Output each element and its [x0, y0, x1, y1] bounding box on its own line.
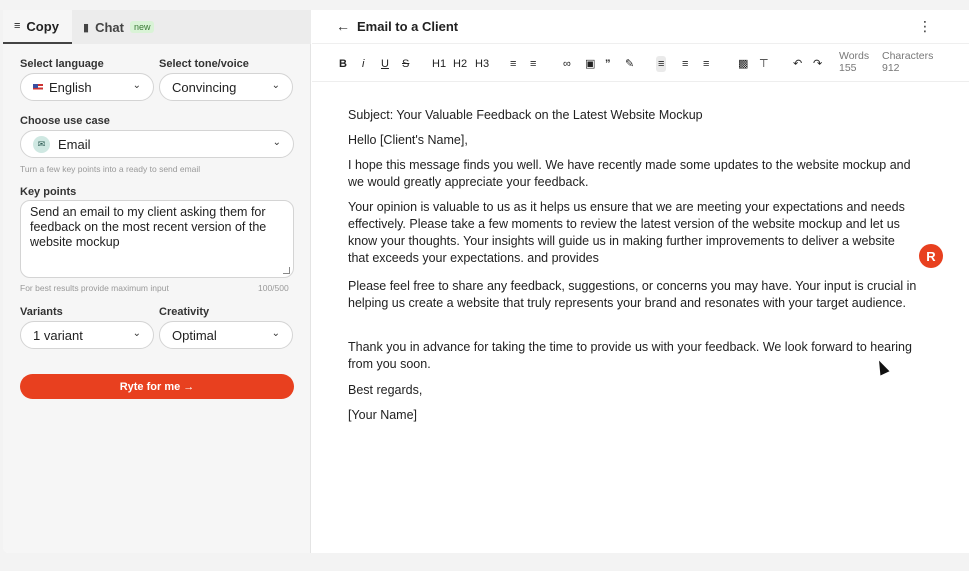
heading-3-button[interactable]: H3 [475, 58, 490, 70]
new-badge: new [130, 21, 155, 33]
back-arrow-icon[interactable]: ← [336, 18, 350, 34]
redo-icon[interactable]: ↷ [813, 58, 823, 70]
chevron-down-icon: ⌄ [132, 80, 141, 91]
key-points-hint: For best results provide maximum input [20, 283, 169, 293]
bold-button[interactable]: B [339, 58, 347, 70]
tone-value: Convincing [172, 79, 237, 95]
document-title: Email to a Client [357, 19, 459, 34]
key-points-value: Send an email to my client asking them for feedback on the most recent version of the website mockup [30, 205, 267, 249]
language-value: English [49, 79, 92, 95]
creativity-label: Creativity [159, 306, 210, 318]
quote-icon[interactable]: ” [605, 58, 611, 70]
chat-bubble-icon: ▮ [83, 21, 90, 34]
email-greeting[interactable]: Hello [Client's Name], [348, 133, 468, 147]
italic-button[interactable]: i [362, 58, 365, 70]
email-paragraph[interactable]: Thank you in advance for taking the time to provide us with your feedback. We look forward to hearing from you soon. [348, 340, 912, 371]
key-points-counter: 100/500 [258, 283, 289, 293]
document-header [312, 10, 969, 44]
more-options-icon[interactable]: ⋮ [918, 18, 932, 34]
chevron-down-icon: ⌄ [272, 137, 281, 148]
heading-1-button[interactable]: H1 [432, 58, 447, 70]
image-icon[interactable]: ▣ [585, 58, 596, 70]
us-flag-icon [33, 84, 43, 91]
panel-tabs [3, 10, 311, 44]
use-case-value: Email [58, 136, 91, 152]
menu-lines-icon: ≡ [14, 20, 21, 32]
copy-panel [3, 10, 311, 553]
words-label: Words [839, 50, 870, 62]
tone-label: Select tone/voice [159, 58, 249, 70]
tab-copy-label: Copy [26, 18, 59, 34]
chevron-down-icon: ⌄ [271, 80, 280, 91]
assistant-avatar[interactable]: R [919, 244, 943, 268]
clear-format-icon[interactable]: ⊤ [759, 58, 769, 70]
heading-2-button[interactable]: H2 [453, 58, 468, 70]
chevron-down-icon: ⌄ [132, 328, 141, 339]
words-value: 155 [839, 62, 857, 74]
email-signature[interactable]: [Your Name] [348, 408, 418, 422]
characters-value: 912 [882, 62, 900, 74]
undo-icon[interactable]: ↶ [793, 58, 803, 70]
use-case-hint: Turn a few key points into a ready to send email [20, 164, 201, 174]
email-signoff[interactable]: Best regards, [348, 383, 423, 397]
email-subject[interactable]: Subject: Your Valuable Feedback on the Latest Website Mockup [348, 108, 703, 122]
word-counter [839, 50, 869, 74]
underline-button[interactable]: U [381, 58, 389, 70]
language-select[interactable] [20, 73, 154, 101]
use-case-label: Choose use case [20, 115, 110, 127]
resize-handle-icon[interactable] [283, 267, 290, 274]
strikethrough-button[interactable]: S [402, 58, 410, 70]
highlight-pen-icon[interactable]: ✎ [625, 58, 635, 70]
chevron-down-icon: ⌄ [271, 328, 280, 339]
tab-chat[interactable] [83, 10, 154, 44]
embed-icon[interactable]: ▩ [738, 58, 749, 70]
variants-select[interactable] [20, 321, 154, 349]
character-counter [882, 50, 933, 74]
email-paragraph[interactable]: Please feel free to share any feedback, suggestions, or concerns you may have. Your input is crucial in helping us create a website that truly represents your brand and resonates with your target audience. [348, 279, 917, 310]
link-icon[interactable]: ∞ [563, 58, 571, 70]
email-paragraph[interactable]: Your opinion is valuable to us as it helps us ensure that we are meeting your expectations and needs effectively. Please take a few moments to review the latest version of the website mockup and let us know your thoughts. Your insights will guide us in making further improvements to deliver a website that exceeds your expectations. and provides [348, 200, 905, 265]
tone-select[interactable] [159, 73, 293, 101]
characters-label: Characters [882, 50, 934, 62]
document-editor[interactable] [312, 82, 969, 553]
align-left-icon[interactable]: ≡ [658, 58, 665, 70]
key-points-input[interactable] [20, 200, 294, 278]
editor-toolbar [312, 44, 969, 82]
use-case-select[interactable] [20, 130, 294, 158]
ryte-for-me-button[interactable]: Ryte for me → [20, 374, 294, 399]
numbered-list-icon[interactable]: ≡ [530, 58, 537, 70]
language-label: Select language [20, 58, 104, 70]
creativity-value: Optimal [172, 327, 217, 343]
key-points-label: Key points [20, 186, 77, 198]
app-window [3, 10, 969, 553]
tab-chat-label: Chat [95, 19, 124, 35]
variants-label: Variants [20, 306, 63, 318]
align-right-icon[interactable]: ≡ [703, 58, 710, 70]
creativity-select[interactable] [159, 321, 293, 349]
email-paragraph[interactable]: I hope this message finds you well. We have recently made some updates to the website mockup and we would greatly appreciate your feedback. [348, 158, 911, 189]
email-icon: ✉ [33, 136, 50, 153]
align-center-icon[interactable]: ≡ [682, 58, 689, 70]
bullet-list-icon[interactable]: ≡ [510, 58, 517, 70]
variants-value: 1 variant [33, 327, 83, 343]
tab-copy[interactable] [3, 10, 72, 44]
